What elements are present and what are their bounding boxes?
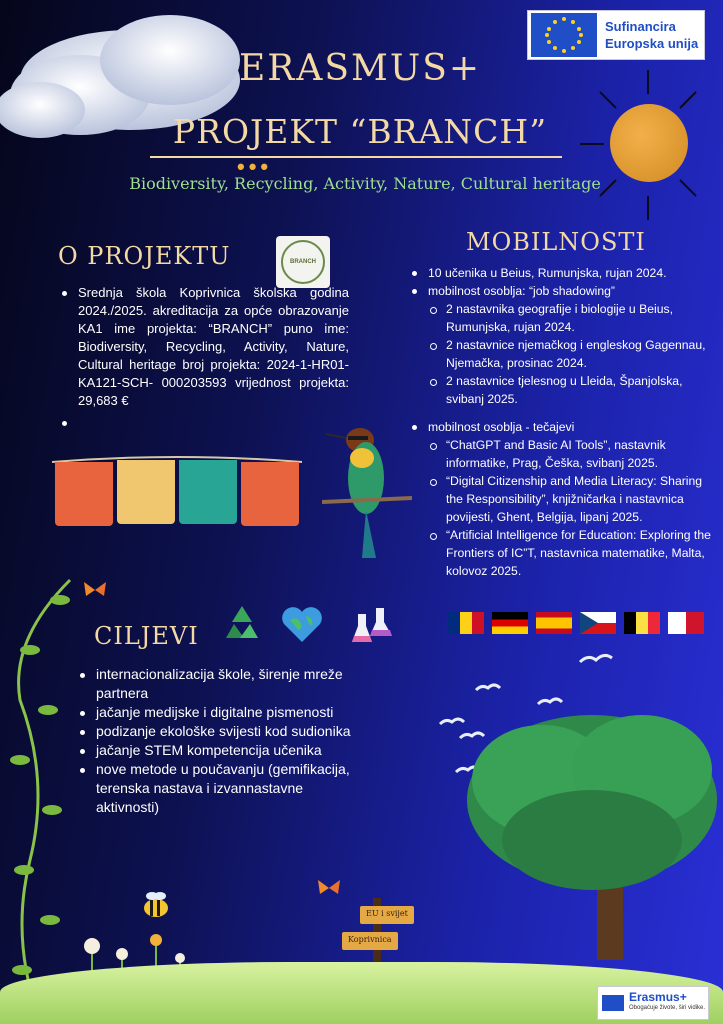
erasmus-badge-slogan: Obogaćuje živote, širi vidike. [629,1005,706,1011]
mobility-list [412,264,712,580]
signpost-sign-eu: EU i svijet [360,906,414,924]
goals-heading: CILJEVI [94,622,199,650]
about-item: Srednja škola Koprivnica školska godina 2024./2025. akreditacija za opće obrazovanje KA1 ime projekta: “BRANCH” puno ime: Biodiversity, Recycling, Activity, Nature, Cultural heritage broj projekta: 2024-1-HR01-KA121-SCH- 000203593 vrijednost projekta: 29,683 € [62,284,349,410]
title-underline [150,156,562,158]
mobility-subitem: “ChatGPT and Basic AI Tools”, nastavnik informatike, Prag, Češka, svibanj 2025. [412,436,712,472]
eu-badge-line1: Sufinancira [605,19,676,34]
goal-item: jačanje STEM kompetencija učenika [80,741,360,760]
recycle-icon [222,604,262,642]
eu-flag-small-icon [602,995,624,1011]
malta-flag-icon [668,612,704,634]
tree-canopy-icon [462,700,720,900]
country-flags [448,612,704,634]
title-dots-decoration: ••• [237,154,273,179]
banner-flag-teal-icon [179,460,237,524]
mobility-subitem: 2 nastavnice tjelesnog u Lleida, Španjolska, svibanj 2025. [412,372,712,408]
spain-flag-icon [536,612,572,634]
about-heading: O PROJEKTU [58,242,231,270]
butterfly-icon [82,580,108,600]
bee-eater-bird-icon [322,420,412,560]
banner-flag-red-icon [241,462,299,526]
czechia-flag-icon [580,612,616,634]
mobility-item-students: 10 učenika u Beius, Rumunjska, rujan 2024. [412,264,712,282]
goal-item: internacionalizacija škole, širenje mreže partnera [80,665,360,703]
banner-flag-yellow-icon [117,460,175,524]
lab-flasks-icon [350,604,398,648]
sun-rays-icon [580,70,720,220]
banner-flag-orange-icon [55,462,113,526]
earth-heart-icon [280,604,324,644]
belgium-flag-icon [624,612,660,634]
about-list [62,284,349,432]
mobility-subitem: 2 nastavnika geografije i biologije u Beius, Rumunjska, rujan 2024. [412,300,712,336]
project-title: PROJEKT “BRANCH” [172,112,548,151]
about-item-empty [62,414,349,432]
goal-item: jačanje medijske i digitalne pismenosti [80,703,360,722]
signpost-sign-koprivnica: Koprivnica [342,932,398,950]
main-title: ERASMUS+ [238,48,482,89]
romania-flag-icon [448,612,484,634]
branch-logo-text: BRANCH [290,259,316,265]
erasmus-badge-name: Erasmus+ [629,990,687,1004]
goals-list [80,665,360,817]
eu-badge-line2: Europska unija [605,36,699,51]
goal-item: podizanje ekološke svijesti kod sudionika [80,722,360,741]
branch-logo-ring-icon [281,240,325,284]
project-subtitle: Biodiversity, Recycling, Activity, Nature, Cultural heritage [129,174,601,193]
erasmus-plus-badge [597,986,709,1020]
mobility-item-courses: mobilnost osoblja - tečajevi [412,418,712,436]
mobility-item-job-shadowing: mobilnost osoblja: “job shadowing” [412,282,712,300]
branch-logo [276,236,330,288]
mobility-subitem: “Artificial Intelligence for Education: Exploring the Frontiers of IC”T, nastavnica matematike, Malta, kolovoz 2025. [412,526,712,580]
mobility-subitem: “Digital Citizenship and Media Literacy: Sharing the Responsibility”, knjižničarka i nastavnica povijesti, Ghent, Belgija, lipanj 2025. [412,472,712,526]
goal-item: nove metode u poučavanju (gemifikacija, terenska nastava i izvannastavne aktivnosti) [80,760,360,817]
mobility-heading: MOBILNOSTI [466,228,646,256]
mobility-subitem: 2 nastavnice njemačkog i engleskog Gagennau, Njemačka, prosinac 2024. [412,336,712,372]
bee-icon [140,890,172,920]
germany-flag-icon [492,612,528,634]
butterfly-icon [316,878,342,898]
